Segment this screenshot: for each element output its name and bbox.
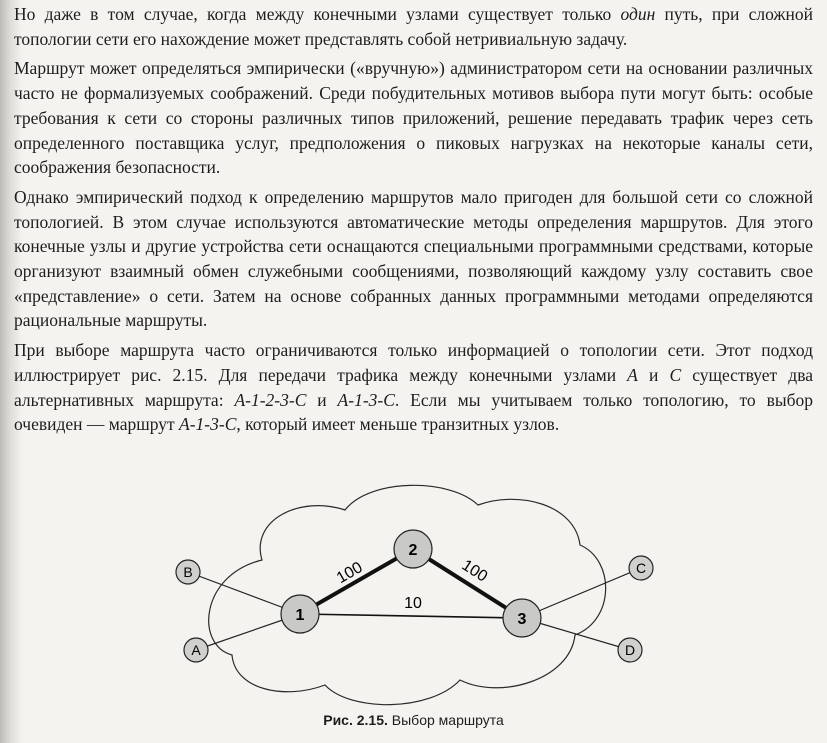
p4-text-1: При выборе маршрута часто ограничиваются только информацией о топологии сети. Этот подход иллюстрирует рис. 2.15. Для передачи трафика между конечными узлами <box>14 340 813 385</box>
p4-text-3: существует два альтернативных маршрута: <box>14 364 813 410</box>
router-1-label: 1 <box>295 607 305 624</box>
caption-text: Выбор маршрута <box>387 712 504 728</box>
router-node-1 <box>281 595 319 633</box>
router-3-label: 3 <box>517 611 527 628</box>
p4-node-a: A <box>627 364 638 385</box>
router-node-3 <box>503 599 541 637</box>
paragraph-3: Однако эмпирический подход к определению маршрутов мало пригоден для большой сети со сложной топологией. В этом случае используются автоматические методы определения маршрутов. Для этого конечные узлы и другие устройства сети оснащаются специальными программными средствами, которые организуют взаимный обмен служебными сообщениями, позволяющий каждому узлу составить свое «представление» о сети. Затем на основе собранных данных программными методами определяются рациональные маршруты. <box>14 186 813 331</box>
p1-text-b: путь, при сложной топологии сети его нахождение может представлять собой нетривиальную задачу. <box>14 4 813 49</box>
paragraph-4 <box>14 338 813 437</box>
p4-text-6: , который имеет меньше транзитных узлов. <box>236 414 560 435</box>
p4-route-1: A-1-2-3-C <box>234 389 307 410</box>
end-node-c-label: C <box>635 560 647 576</box>
figure-caption <box>0 712 827 728</box>
end-node-b <box>176 560 200 584</box>
network-diagram <box>170 478 660 710</box>
p4-route-2: A-1-3-C <box>337 389 395 410</box>
end-node-d <box>618 638 642 662</box>
paragraph-1 <box>14 2 813 51</box>
end-node-b-label: B <box>183 564 193 580</box>
p4-text-5: . Если мы учитываем только топологию, то выбор очевиден — маршрут <box>14 389 813 435</box>
weight-1-2: 100 <box>333 559 366 588</box>
p4-text-2: и <box>637 364 670 385</box>
body-text <box>14 2 813 437</box>
end-node-c <box>629 556 653 580</box>
p4-text-4: и <box>306 389 338 410</box>
p1-text-a: Но даже в том случае, когда между конечными узлами существует только <box>14 4 621 24</box>
p4-route-3: A-1-3-C <box>179 414 237 435</box>
router-node-2 <box>394 530 432 568</box>
paragraph-2: Маршрут может определяться эмпирически («вручную») администратором сети на основании различных часто не формализуемых соображений. Среди побудительных мотивов выбора пути могут быть: особые требования к сети со стороны различных типов приложений, решение передавать трафик через сеть определенного поставщика услуг, предположения о пиковых нагрузках на некоторые каналы сети, соображения безопасности. <box>14 58 813 178</box>
p4-node-c: C <box>669 364 682 385</box>
weight-1-3: 10 <box>404 595 422 612</box>
router-2-label: 2 <box>408 542 418 559</box>
end-node-a-label: A <box>191 642 201 658</box>
end-node-a <box>184 638 208 662</box>
caption-number: Рис. 2.15. <box>323 712 388 728</box>
weight-2-3: 100 <box>458 556 491 586</box>
end-node-d-label: D <box>624 642 636 658</box>
p1-emphasis: один <box>620 4 656 24</box>
